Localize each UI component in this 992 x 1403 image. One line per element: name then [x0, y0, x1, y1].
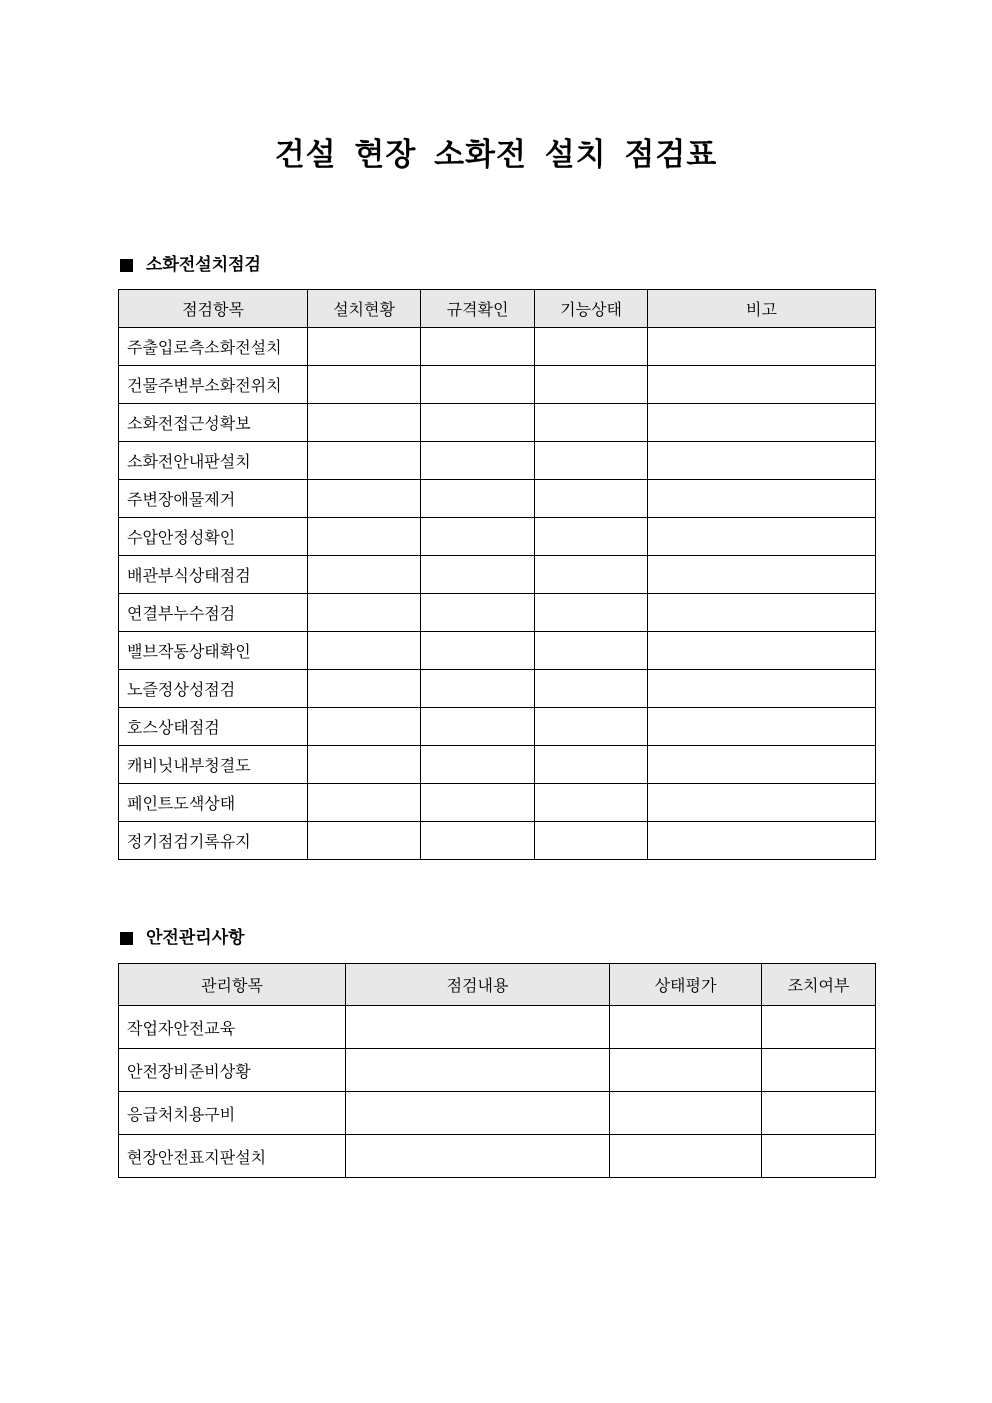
remarks-cell[interactable] — [648, 670, 876, 708]
section-heading-label: 안전관리사항 — [146, 928, 245, 948]
action-taken-cell[interactable] — [762, 1006, 876, 1049]
function-state-cell[interactable] — [535, 784, 648, 822]
function-state-cell[interactable] — [535, 556, 648, 594]
function-state-cell[interactable] — [535, 518, 648, 556]
table-row — [119, 328, 876, 366]
status-evaluation-cell[interactable] — [610, 1092, 762, 1135]
remarks-cell[interactable] — [648, 556, 876, 594]
item-cell: 주출입로측소화전설치 — [119, 328, 308, 366]
action-taken-cell[interactable] — [762, 1092, 876, 1135]
item-cell: 응급처치용구비 — [119, 1092, 346, 1135]
action-taken-cell[interactable] — [762, 1049, 876, 1092]
black-square-icon — [120, 932, 133, 945]
table-row — [119, 442, 876, 480]
remarks-cell[interactable] — [648, 594, 876, 632]
function-state-cell[interactable] — [535, 366, 648, 404]
item-cell: 작업자안전교육 — [119, 1006, 346, 1049]
table-row — [119, 1135, 876, 1178]
spec-check-cell[interactable] — [421, 328, 535, 366]
install-status-cell[interactable] — [308, 518, 421, 556]
inspection-content-cell[interactable] — [346, 1135, 610, 1178]
section-heading-safety — [118, 926, 245, 950]
spec-check-cell[interactable] — [421, 518, 535, 556]
install-status-cell[interactable] — [308, 784, 421, 822]
function-state-cell[interactable] — [535, 594, 648, 632]
item-cell: 밸브작동상태확인 — [119, 632, 308, 670]
black-square-icon — [120, 259, 133, 272]
remarks-cell[interactable] — [648, 442, 876, 480]
install-status-cell[interactable] — [308, 822, 421, 860]
status-evaluation-cell[interactable] — [610, 1006, 762, 1049]
table-row — [119, 404, 876, 442]
item-cell: 페인트도색상태 — [119, 784, 308, 822]
item-cell: 수압안정성확인 — [119, 518, 308, 556]
remarks-cell[interactable] — [648, 784, 876, 822]
table-row — [119, 1006, 876, 1049]
spec-check-cell[interactable] — [421, 708, 535, 746]
install-status-cell[interactable] — [308, 670, 421, 708]
column-header: 점검항목 — [119, 290, 308, 328]
item-cell: 현장안전표지판설치 — [119, 1135, 346, 1178]
function-state-cell[interactable] — [535, 746, 648, 784]
remarks-cell[interactable] — [648, 404, 876, 442]
item-cell: 주변장애물제거 — [119, 480, 308, 518]
section-heading-fire-hydrant — [118, 253, 261, 277]
table-row — [119, 822, 876, 860]
column-header: 조치여부 — [762, 964, 876, 1006]
inspection-content-cell[interactable] — [346, 1092, 610, 1135]
remarks-cell[interactable] — [648, 632, 876, 670]
spec-check-cell[interactable] — [421, 784, 535, 822]
install-status-cell[interactable] — [308, 366, 421, 404]
install-status-cell[interactable] — [308, 404, 421, 442]
table-row — [119, 784, 876, 822]
item-cell: 캐비닛내부청결도 — [119, 746, 308, 784]
column-header: 비고 — [648, 290, 876, 328]
function-state-cell[interactable] — [535, 480, 648, 518]
function-state-cell[interactable] — [535, 442, 648, 480]
spec-check-cell[interactable] — [421, 442, 535, 480]
remarks-cell[interactable] — [648, 708, 876, 746]
spec-check-cell[interactable] — [421, 670, 535, 708]
install-status-cell[interactable] — [308, 594, 421, 632]
remarks-cell[interactable] — [648, 822, 876, 860]
table-row — [119, 594, 876, 632]
table-row — [119, 366, 876, 404]
hydrant-inspection-table — [118, 289, 876, 860]
status-evaluation-cell[interactable] — [610, 1049, 762, 1092]
inspection-content-cell[interactable] — [346, 1049, 610, 1092]
item-cell: 연결부누수점검 — [119, 594, 308, 632]
function-state-cell[interactable] — [535, 404, 648, 442]
spec-check-cell[interactable] — [421, 594, 535, 632]
table-row — [119, 632, 876, 670]
table-row — [119, 670, 876, 708]
column-header: 기능상태 — [535, 290, 648, 328]
table-row — [119, 708, 876, 746]
column-header: 관리항목 — [119, 964, 346, 1006]
column-header: 규격확인 — [421, 290, 535, 328]
spec-check-cell[interactable] — [421, 480, 535, 518]
table-row — [119, 746, 876, 784]
install-status-cell[interactable] — [308, 556, 421, 594]
section-heading-label: 소화전설치점검 — [146, 255, 261, 275]
function-state-cell[interactable] — [535, 822, 648, 860]
install-status-cell[interactable] — [308, 442, 421, 480]
spec-check-cell[interactable] — [421, 556, 535, 594]
column-header: 설치현황 — [308, 290, 421, 328]
install-status-cell[interactable] — [308, 708, 421, 746]
table-row — [119, 556, 876, 594]
function-state-cell[interactable] — [535, 328, 648, 366]
status-evaluation-cell[interactable] — [610, 1135, 762, 1178]
remarks-cell[interactable] — [648, 518, 876, 556]
spec-check-cell[interactable] — [421, 632, 535, 670]
item-cell: 배관부식상태점검 — [119, 556, 308, 594]
table-row — [119, 1049, 876, 1092]
document-title: 건설 현장 소화전 설치 점검표 — [274, 137, 718, 173]
item-cell: 소화전안내판설치 — [119, 442, 308, 480]
item-cell: 노즐정상성점검 — [119, 670, 308, 708]
spec-check-cell[interactable] — [421, 404, 535, 442]
table-row — [119, 1092, 876, 1135]
item-cell: 안전장비준비상황 — [119, 1049, 346, 1092]
remarks-cell[interactable] — [648, 746, 876, 784]
table-row — [119, 518, 876, 556]
remarks-cell[interactable] — [648, 328, 876, 366]
remarks-cell[interactable] — [648, 480, 876, 518]
remarks-cell[interactable] — [648, 366, 876, 404]
function-state-cell[interactable] — [535, 632, 648, 670]
function-state-cell[interactable] — [535, 708, 648, 746]
spec-check-cell[interactable] — [421, 366, 535, 404]
item-cell: 건물주변부소화전위치 — [119, 366, 308, 404]
column-header: 상태평가 — [610, 964, 762, 1006]
item-cell: 정기점검기록유지 — [119, 822, 308, 860]
action-taken-cell[interactable] — [762, 1135, 876, 1178]
spec-check-cell[interactable] — [421, 746, 535, 784]
install-status-cell[interactable] — [308, 632, 421, 670]
table-row — [119, 480, 876, 518]
install-status-cell[interactable] — [308, 480, 421, 518]
install-status-cell[interactable] — [308, 328, 421, 366]
spec-check-cell[interactable] — [421, 822, 535, 860]
item-cell: 호스상태점검 — [119, 708, 308, 746]
column-header: 점검내용 — [346, 964, 610, 1006]
safety-management-table — [118, 963, 876, 1178]
function-state-cell[interactable] — [535, 670, 648, 708]
table-header-row — [119, 964, 876, 1006]
table-header-row — [119, 290, 876, 328]
install-status-cell[interactable] — [308, 746, 421, 784]
inspection-content-cell[interactable] — [346, 1006, 610, 1049]
item-cell: 소화전접근성확보 — [119, 404, 308, 442]
